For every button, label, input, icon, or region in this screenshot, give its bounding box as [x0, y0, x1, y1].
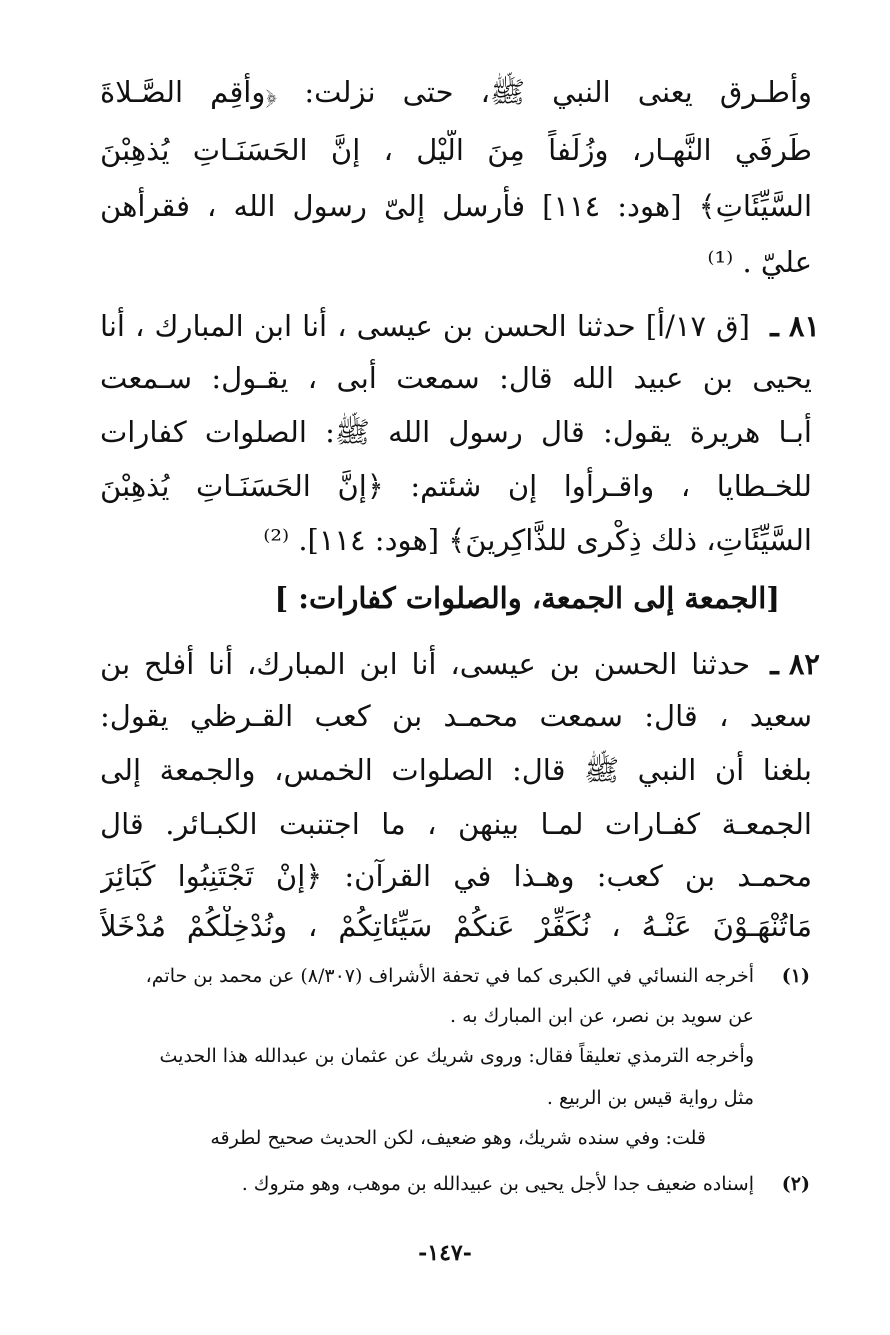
footnote-line: وأخرجه الترمذي تعليقاً فقال: وروى شريك عن عثمان بن عبدالله هذا الحديث	[159, 1045, 754, 1067]
body-line: [ق ١٧/أ] حدثنا الحسن بن عيسى ، أنا ابن المبارك ، أنا	[100, 309, 750, 343]
hadith-number: ٨٢ ـ	[770, 647, 820, 681]
body-line: للخـطايا ، واقـرأوا إن شئتم: ﴿إنَّ الحَسَنَـاتِ يُذهِبْنَ	[100, 469, 812, 503]
footnote-number: (١)	[781, 965, 810, 987]
body-line: السَّيِّئَاتِ، ذلك ذِكْرى للذَّاكِرينَ﴾ [هود: ١١٤]. ⁽²⁾	[263, 523, 812, 557]
body-line: طَرفَي النَّهـار، وزُلَفاً مِنَ الَّيْل ، إنَّ الحَسَنَـاتِ يُذهِبْنَ	[100, 133, 812, 167]
body-line: سعيد ، قال: سمعت محمـد بن كعب القـرظي يقول:	[100, 699, 812, 733]
section-heading: [الجمعة إلى الجمعة، والصلوات كفارات: ]	[274, 581, 780, 615]
body-line: عليّ . ⁽¹⁾	[707, 245, 812, 279]
footnote-line: إسناده ضعيف جدا لأجل يحيى بن عبيدالله بن موهب، وهو متروك .	[241, 1173, 754, 1195]
body-line: مَاتُنْهَـوْنَ عَنْـهُ ، نُكَفِّرْ عَنكُمْ سَيِّئاتِكُمْ ، ونُدْخِلْكُمْ مُدْخَلاً	[100, 909, 812, 943]
page-number: -١٤٧-	[418, 1240, 472, 1266]
body-line: وأطـرق يعنى النبي ﷺ، حتى نزلت: ﴿وأقِم الصَّـلاةَ	[100, 75, 812, 109]
footnote-number: (٢)	[781, 1173, 810, 1195]
body-line: يحيى بن عبيد الله قال: سمعت أبى ، يقـول: سـمعت	[100, 361, 812, 395]
footnote-line: مثل رواية قيس بن الربيع .	[546, 1087, 754, 1109]
body-line: الجمعـة كفـارات لمـا بينهن ، ما اجتنبت الكبـائر. قال	[100, 807, 812, 841]
body-line: محمـد بن كعب: وهـذا في القرآن: ﴿إنْ تَجْتَنِبُوا كَبَائِرَ	[100, 859, 812, 893]
footnote-line: قلت: وفي سنده شريك، وهو ضعيف، لكن الحديث صحيح لطرقه	[210, 1127, 706, 1149]
body-line: حدثنا الحسن بن عيسى، أنا ابن المبارك، أنا أفلح بن	[100, 647, 750, 681]
footnote-line: أخرجه النسائي في الكبرى كما في تحفة الأشراف (٨/٣٠٧) عن محمد بن حاتم،	[145, 965, 754, 987]
body-line: السَّيِّئَاتِ﴾ [هود: ١١٤] فأرسل إلىّ رسول الله ، فقرأهن	[100, 189, 812, 223]
hadith-number: ٨١ ـ	[770, 309, 820, 343]
footnote-line: عن سويد بن نصر، عن ابن المبارك به .	[450, 1005, 754, 1027]
body-line: بلغنا أن النبي ﷺ قال: الصلوات الخمس، والجمعة إلى	[100, 753, 812, 787]
body-line: أبـا هريرة يقول: قال رسول الله ﷺ: الصلوات كفارات	[100, 415, 812, 449]
